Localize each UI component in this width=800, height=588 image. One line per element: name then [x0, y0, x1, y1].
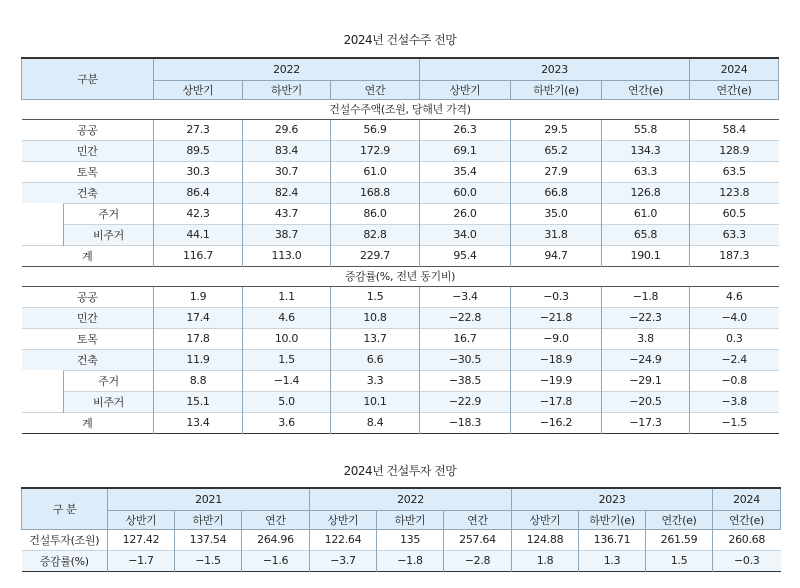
value-cell: −22.3: [602, 307, 690, 328]
value-cell: 66.8: [511, 182, 602, 203]
section-title-row: [22, 266, 779, 286]
table-row: [22, 349, 779, 370]
value-cell: 0.3: [690, 328, 779, 349]
table-row: [22, 182, 779, 203]
row-label: 계: [22, 245, 154, 266]
table-row: [22, 307, 779, 328]
value-cell: 38.7: [243, 224, 331, 245]
table2-title: 2024년 건설투자 전망: [343, 464, 457, 478]
value-cell: 123.8: [690, 182, 779, 203]
construction-investment-table: [21, 487, 781, 572]
value-cell: −29.1: [602, 370, 690, 391]
table-row: [22, 245, 779, 266]
value-cell: 4.6: [243, 307, 331, 328]
value-cell: 1.5: [331, 286, 420, 307]
period-header: 연간: [331, 80, 420, 99]
value-cell: 8.4: [331, 412, 420, 433]
value-cell: 3.6: [243, 412, 331, 433]
section-title-row: [22, 99, 779, 119]
value-cell: 60.0: [420, 182, 511, 203]
value-cell: 260.68: [713, 529, 781, 550]
value-cell: 3.3: [331, 370, 420, 391]
period-header: 하반기: [175, 510, 242, 529]
period-header: 연간(e): [690, 80, 779, 99]
value-cell: 172.9: [331, 140, 420, 161]
value-cell: −19.9: [511, 370, 602, 391]
value-cell: −0.3: [713, 550, 781, 571]
value-cell: −0.3: [511, 286, 602, 307]
value-cell: 30.7: [243, 161, 331, 182]
value-cell: −3.8: [690, 391, 779, 412]
table-row: [22, 119, 779, 140]
value-cell: −22.8: [420, 307, 511, 328]
indent-cell: [22, 203, 64, 224]
value-cell: 168.8: [331, 182, 420, 203]
period-header: 하반기: [243, 80, 331, 99]
value-cell: −1.5: [175, 550, 242, 571]
period-header: 하반기(e): [579, 510, 646, 529]
header-label: 구분: [22, 58, 154, 99]
table-row: [22, 550, 781, 571]
value-cell: −4.0: [690, 307, 779, 328]
value-cell: 11.9: [154, 349, 243, 370]
table-row: [22, 328, 779, 349]
value-cell: −9.0: [511, 328, 602, 349]
year-header: 2023: [420, 58, 690, 80]
value-cell: −2.4: [690, 349, 779, 370]
value-cell: 63.5: [690, 161, 779, 182]
value-cell: 35.4: [420, 161, 511, 182]
year-header: 2024: [690, 58, 779, 80]
value-cell: −0.8: [690, 370, 779, 391]
section-title: 건설수주액(조원, 당해년 가격): [22, 99, 779, 119]
value-cell: 26.3: [420, 119, 511, 140]
value-cell: −2.8: [444, 550, 512, 571]
value-cell: 16.7: [420, 328, 511, 349]
row-label: 공공: [22, 286, 154, 307]
value-cell: 3.8: [602, 328, 690, 349]
period-header: 상반기: [420, 80, 511, 99]
row-label: 비주거: [64, 391, 154, 412]
row-label: 증감률(%): [22, 550, 108, 571]
period-header: 연간(e): [646, 510, 713, 529]
table1-header-years: [22, 58, 779, 80]
row-label: 민간: [22, 307, 154, 328]
value-cell: 89.5: [154, 140, 243, 161]
value-cell: 65.2: [511, 140, 602, 161]
construction-orders-table: [21, 57, 779, 434]
value-cell: 4.6: [690, 286, 779, 307]
value-cell: −1.8: [377, 550, 444, 571]
row-label: 계: [22, 412, 154, 433]
value-cell: 6.6: [331, 349, 420, 370]
period-header: 상반기: [310, 510, 377, 529]
value-cell: 56.9: [331, 119, 420, 140]
value-cell: 55.8: [602, 119, 690, 140]
header-label: 구 분: [22, 488, 108, 529]
value-cell: 42.3: [154, 203, 243, 224]
value-cell: −17.3: [602, 412, 690, 433]
value-cell: 13.7: [331, 328, 420, 349]
period-header: 연간(e): [602, 80, 690, 99]
year-header: 2021: [108, 488, 310, 510]
value-cell: 257.64: [444, 529, 512, 550]
value-cell: 69.1: [420, 140, 511, 161]
value-cell: 26.0: [420, 203, 511, 224]
value-cell: −17.8: [511, 391, 602, 412]
row-label: 공공: [22, 119, 154, 140]
value-cell: −24.9: [602, 349, 690, 370]
value-cell: 82.8: [331, 224, 420, 245]
value-cell: 1.8: [512, 550, 579, 571]
row-label: 민간: [22, 140, 154, 161]
value-cell: 128.9: [690, 140, 779, 161]
value-cell: 190.1: [602, 245, 690, 266]
year-header: 2022: [154, 58, 420, 80]
value-cell: −1.8: [602, 286, 690, 307]
value-cell: 187.3: [690, 245, 779, 266]
row-label: 주거: [64, 203, 154, 224]
value-cell: 137.54: [175, 529, 242, 550]
value-cell: 1.1: [243, 286, 331, 307]
value-cell: 113.0: [243, 245, 331, 266]
table-row: [22, 391, 779, 412]
value-cell: 134.3: [602, 140, 690, 161]
period-header: 상반기: [512, 510, 579, 529]
value-cell: 83.4: [243, 140, 331, 161]
value-cell: 136.71: [579, 529, 646, 550]
value-cell: 61.0: [602, 203, 690, 224]
value-cell: 1.9: [154, 286, 243, 307]
value-cell: −20.5: [602, 391, 690, 412]
value-cell: 13.4: [154, 412, 243, 433]
row-label: 주거: [64, 370, 154, 391]
value-cell: 27.3: [154, 119, 243, 140]
value-cell: 15.1: [154, 391, 243, 412]
table-row: [22, 161, 779, 182]
value-cell: 82.4: [243, 182, 331, 203]
value-cell: 10.0: [243, 328, 331, 349]
value-cell: −1.4: [243, 370, 331, 391]
year-header: 2022: [310, 488, 512, 510]
value-cell: 127.42: [108, 529, 175, 550]
year-header: 2024: [713, 488, 781, 510]
value-cell: 8.8: [154, 370, 243, 391]
value-cell: 29.5: [511, 119, 602, 140]
row-label: 건축: [22, 182, 154, 203]
value-cell: 124.88: [512, 529, 579, 550]
period-header: 하반기: [377, 510, 444, 529]
value-cell: 1.5: [243, 349, 331, 370]
value-cell: 261.59: [646, 529, 713, 550]
table-row: [22, 529, 781, 550]
value-cell: 126.8: [602, 182, 690, 203]
value-cell: 34.0: [420, 224, 511, 245]
value-cell: 5.0: [243, 391, 331, 412]
period-header: 연간: [242, 510, 310, 529]
table2-header-years: [22, 488, 781, 510]
value-cell: 1.5: [646, 550, 713, 571]
value-cell: 65.8: [602, 224, 690, 245]
value-cell: 61.0: [331, 161, 420, 182]
table-row: [22, 224, 779, 245]
value-cell: 60.5: [690, 203, 779, 224]
row-label: 건축: [22, 349, 154, 370]
table-row: [22, 370, 779, 391]
value-cell: 10.1: [331, 391, 420, 412]
value-cell: −1.7: [108, 550, 175, 571]
table2-header-periods: [22, 510, 781, 529]
table-row: [22, 203, 779, 224]
value-cell: −30.5: [420, 349, 511, 370]
value-cell: 63.3: [602, 161, 690, 182]
table-row: [22, 140, 779, 161]
value-cell: 10.8: [331, 307, 420, 328]
value-cell: −3.7: [310, 550, 377, 571]
value-cell: 135: [377, 529, 444, 550]
value-cell: −21.8: [511, 307, 602, 328]
value-cell: −3.4: [420, 286, 511, 307]
row-label: 토목: [22, 161, 154, 182]
value-cell: 86.4: [154, 182, 243, 203]
value-cell: 94.7: [511, 245, 602, 266]
value-cell: 30.3: [154, 161, 243, 182]
value-cell: 29.6: [243, 119, 331, 140]
value-cell: 17.8: [154, 328, 243, 349]
row-label: 비주거: [64, 224, 154, 245]
section-title: 증감률(%, 전년 동기비): [22, 266, 779, 286]
value-cell: −22.9: [420, 391, 511, 412]
value-cell: 58.4: [690, 119, 779, 140]
period-header: 연간: [444, 510, 512, 529]
value-cell: −16.2: [511, 412, 602, 433]
table-row: [22, 286, 779, 307]
value-cell: 44.1: [154, 224, 243, 245]
value-cell: −1.5: [690, 412, 779, 433]
value-cell: −18.3: [420, 412, 511, 433]
year-header: 2023: [512, 488, 713, 510]
value-cell: 116.7: [154, 245, 243, 266]
indent-cell: [22, 391, 64, 412]
value-cell: 27.9: [511, 161, 602, 182]
period-header: 상반기: [108, 510, 175, 529]
value-cell: 17.4: [154, 307, 243, 328]
row-label: 건설투자(조원): [22, 529, 108, 550]
value-cell: 63.3: [690, 224, 779, 245]
value-cell: 35.0: [511, 203, 602, 224]
value-cell: 1.3: [579, 550, 646, 571]
period-header: 상반기: [154, 80, 243, 99]
value-cell: −1.6: [242, 550, 310, 571]
value-cell: 43.7: [243, 203, 331, 224]
indent-cell: [22, 370, 64, 391]
row-label: 토목: [22, 328, 154, 349]
period-header: 연간(e): [713, 510, 781, 529]
value-cell: −18.9: [511, 349, 602, 370]
table-row: [22, 412, 779, 433]
value-cell: 264.96: [242, 529, 310, 550]
table1-title: 2024년 건설수주 전망: [343, 33, 457, 47]
value-cell: 86.0: [331, 203, 420, 224]
period-header: 하반기(e): [511, 80, 602, 99]
indent-cell: [22, 224, 64, 245]
value-cell: 95.4: [420, 245, 511, 266]
value-cell: 229.7: [331, 245, 420, 266]
value-cell: 122.64: [310, 529, 377, 550]
value-cell: −38.5: [420, 370, 511, 391]
value-cell: 31.8: [511, 224, 602, 245]
